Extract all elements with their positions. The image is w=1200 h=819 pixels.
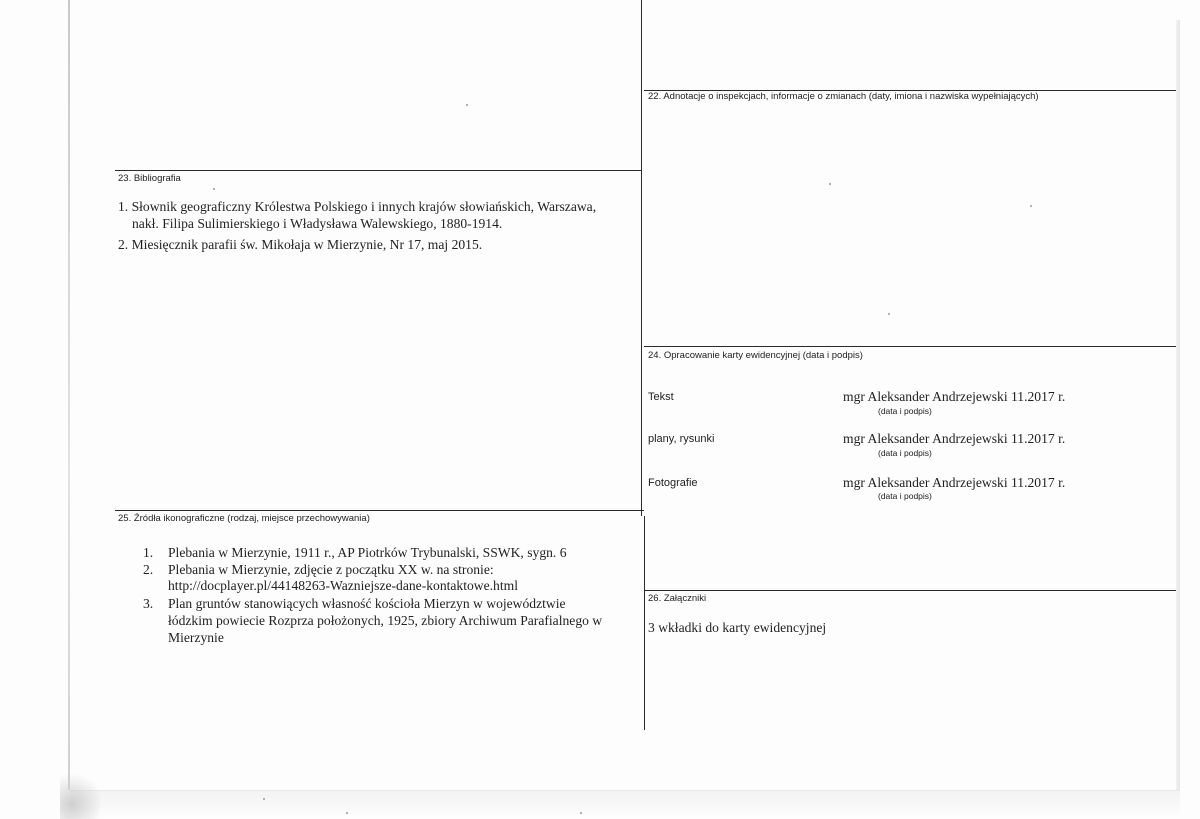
icono-item-2-num: 2. xyxy=(143,562,154,577)
icono-item-3-line-3: Mierzynie xyxy=(168,630,224,645)
section-23-label: 23. Bibliografia xyxy=(118,173,181,184)
prep-row-photos-field: Fotografie xyxy=(648,477,698,489)
scan-corner-shadow xyxy=(60,770,100,819)
prep-row-text-field: Tekst xyxy=(648,391,674,403)
scan-speck xyxy=(346,812,348,814)
bibliography-item-2: 2. Miesięcznik parafii św. Mikołaja w Mierzynie, Nr 17, maj 2015. xyxy=(118,237,483,252)
scan-speck xyxy=(829,183,831,185)
prep-row-plans-value: mgr Aleksander Andrzejewski 11.2017 r. xyxy=(843,431,1066,446)
prep-row-photos-caption: (data i podpis) xyxy=(878,491,932,501)
icono-item-1-line-1: Plebania w Mierzynie, 1911 r., AP Piotrków Trybunalski, SSWK, sygn. 6 xyxy=(168,545,567,560)
scan-speck xyxy=(1030,205,1032,207)
scan-speck xyxy=(263,798,265,800)
bibliography-item-1-line-2: nakł. Filipa Sulimierskiego i Władysława Walewskiego, 1880-1914. xyxy=(132,216,503,231)
prep-row-text-value: mgr Aleksander Andrzejewski 11.2017 r. xyxy=(843,389,1066,404)
icono-item-1-num: 1. xyxy=(143,545,154,560)
section-25-rule xyxy=(115,510,644,511)
section-24-label: 24. Opracowanie karty ewidencyjnej (data i podpis) xyxy=(648,350,863,361)
section-26-rule xyxy=(644,590,1176,591)
icono-item-3-line-2: łódzkim powiecie Rozprza położonych, 1925, zbiory Archiwum Parafialnego w xyxy=(168,613,603,628)
center-divider-upper xyxy=(641,0,642,516)
section-25-label: 25. Źródła ikonograficzne (rodzaj, miejsce przechowywania) xyxy=(118,513,370,524)
prep-row-photos-value: mgr Aleksander Andrzejewski 11.2017 r. xyxy=(843,475,1066,490)
icono-item-3-num: 3. xyxy=(143,596,154,611)
icono-item-3-line-1: Plan gruntów stanowiących własność kościoła Mierzyn w województwie xyxy=(168,596,566,611)
prep-row-plans-caption: (data i podpis) xyxy=(878,448,932,458)
section-23-rule xyxy=(115,170,642,171)
icono-item-2-line-1: Plebania w Mierzynie, zdjęcie z początku XX w. na stronie: xyxy=(168,562,494,577)
attachments-value: 3 wkładki do karty ewidencyjnej xyxy=(648,620,827,635)
scan-speck xyxy=(466,104,468,106)
prep-row-text-caption: (data i podpis) xyxy=(878,406,932,416)
bibliography-item-1-line-1: 1. Słownik geograficzny Królestwa Polskiego i innych krajów słowiańskich, Warszawa, xyxy=(118,199,597,214)
icono-item-2-line-2: http://docplayer.pl/44148263-Wazniejsze-dane-kontaktowe.html xyxy=(168,578,518,593)
scan-speck xyxy=(888,313,890,315)
section-26-label: 26. Załączniki xyxy=(648,593,707,604)
scan-speck xyxy=(580,812,582,814)
section-22-label: 22. Adnotacje o inspekcjach, informacje o zmianach (daty, imiona i nazwiska wypełniających) xyxy=(648,91,1039,102)
prep-row-plans-field: plany, rysunki xyxy=(648,433,715,445)
scan-right-edge xyxy=(1176,20,1180,810)
scan-bottom-edge xyxy=(70,790,1180,819)
center-divider-lower xyxy=(644,516,645,730)
section-24-rule xyxy=(644,346,1176,347)
scan-left-edge xyxy=(68,0,70,790)
scan-speck xyxy=(213,188,215,190)
